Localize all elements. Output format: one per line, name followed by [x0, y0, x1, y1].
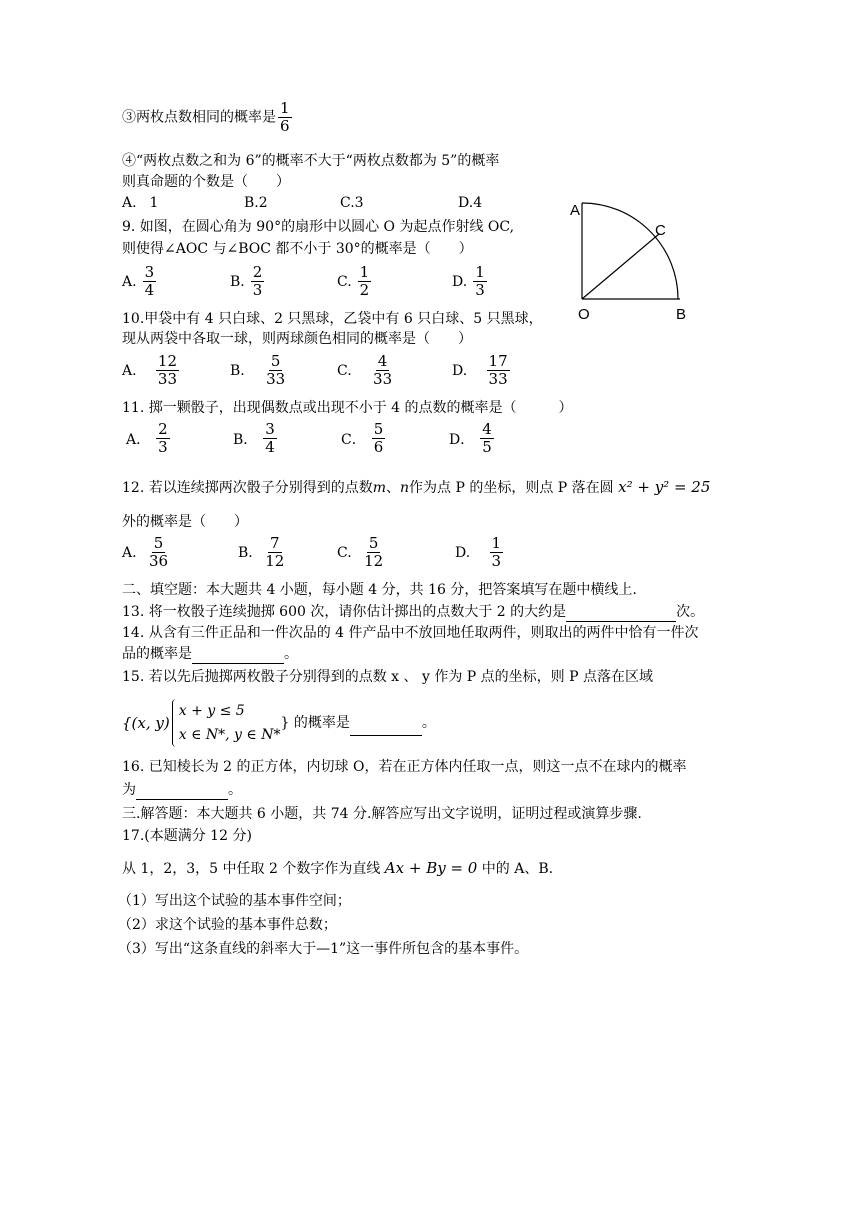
q15-set: {(x, y) x + y ≤ 5 x ∈ N*, y ∈ N* } 的概率是 。: [122, 699, 436, 747]
q8-prompt: 则真命题的个数是（ ）: [122, 174, 290, 190]
q13: 13. 将一枚骰子连续抛掷 600 次，请你估计掷出的点数大于 2 的大约是 次。: [122, 604, 705, 620]
circle-equation: x² + y² = 25: [618, 478, 711, 496]
q8-item4: ④“两枚点数之和为 6”的概率不大于“两枚点数都为 5”的概率: [122, 153, 500, 169]
q9-option-b: B. $\frac{2}{3}$: [230, 263, 263, 299]
q8-option-d: D. 4: [458, 195, 483, 211]
q16-answer-blank[interactable]: [136, 781, 228, 800]
q17-item-1: （1）写出这个试验的基本事件空间；: [118, 893, 351, 909]
q8-item3-fraction: $\frac{1}{6}$: [280, 99, 290, 135]
q11-option-d: D． $\frac{4}{5}$: [449, 420, 492, 456]
q14-line1: 14. 从含有三件正品和一件次品的 4 件产品中不放回地任取两件，则取出的两件中恰有一件次: [122, 625, 699, 641]
q16-line2: 为 。: [122, 782, 242, 798]
q10-line1: 10.甲袋中有 4 只白球、2 只黑球，乙袋中有 6 只白球、5 只黑球，: [122, 311, 543, 327]
q17-item-3: （3）写出“这条直线的斜率大于—1”这一事件所包含的基本事件。: [118, 941, 529, 957]
q10-line2: 现从两袋中各取一球，则两球颜色相同的概率是（ ）: [122, 331, 472, 347]
q13-answer-blank[interactable]: [566, 603, 676, 622]
ray-oc: [582, 234, 659, 299]
label-o: O: [578, 306, 590, 323]
q15-answer-blank[interactable]: [350, 711, 422, 736]
q8-option-c: C. 3: [340, 195, 364, 211]
q10-option-a: A. $\frac{12}{33}$: [122, 352, 178, 388]
q12-line1: 12. 若以连续掷两次骰子分别得到的点数m、n作为点 P 的坐标，则点 P 落在圆 x² + y² = 25: [122, 478, 711, 496]
q15-line1: 15. 若以先后抛掷两枚骰子分别得到的点数 x 、 y 作为 P 点的坐标，则 P 点落在区域: [122, 669, 653, 685]
q11-option-c: C． $\frac{5}{6}$: [341, 420, 384, 456]
q15-conditions: x + y ≤ 5 x ∈ N*, y ∈ N*: [172, 699, 281, 747]
q8-item3: ③两枚点数相同的概率是 $\frac{1}{6}$: [122, 99, 290, 135]
q8-option-a: A. 1: [122, 195, 159, 211]
q11-option-a: A． $\frac{2}{3}$: [126, 420, 168, 456]
section-3-heading: 三.解答题：本大题共 6 小题，共 74 分.解答应写出文字说明，证明过程或演算步骤.: [122, 806, 642, 822]
q10-option-b: B. $\frac{5}{33}$: [230, 352, 286, 388]
q9-option-c: C. $\frac{1}{2}$: [337, 263, 370, 299]
q17-title: 17.(本题满分 12 分): [122, 828, 252, 844]
q9-option-a: A. $\frac{3}{4}$: [122, 263, 155, 299]
q11-line: 11. 掷一颗骰子，出现偶数点或出现不小于 4 的点数的概率是（ ）: [122, 400, 573, 416]
q9-line2: 则使得∠AOC 与∠BOC 都不小于 30°的概率是（ ）: [122, 241, 473, 257]
q16-line1: 16. 已知棱长为 2 的正方体，内切球 O，若在正方体内任取一点，则这一点不在球内的概率: [122, 759, 687, 775]
section-2-heading: 二、填空题：本大题共 4 小题，每小题 4 分，共 16 分，把答案填写在题中横线上.: [122, 582, 637, 598]
q8-option-b: B. 2: [244, 195, 268, 211]
q17-stem: 从 1，2，3，5 中任取 2 个数字作为直线 Ax + By = 0 中的 A、B.: [122, 859, 554, 877]
q9-option-d: D. $\frac{1}{3}$: [452, 263, 485, 299]
q14-answer-blank[interactable]: [192, 645, 284, 664]
sector-figure: [560, 195, 700, 325]
label-a: A: [570, 202, 581, 219]
sector-arc: [582, 203, 678, 299]
q10-option-c: C. $\frac{4}{33}$: [337, 352, 393, 388]
q9-line1: 9. 如图，在圆心角为 90°的扇形中以圆心 O 为起点作射线 OC,: [122, 219, 515, 235]
q12-option-a: A. $\frac{5}{36}$: [122, 534, 169, 570]
label-c: C: [655, 222, 666, 239]
q12-option-d: D. $\frac{1}{3}$: [455, 534, 502, 570]
q10-option-d: D. $\frac{17}{33}$: [452, 352, 508, 388]
line-equation: Ax + By = 0: [384, 859, 478, 877]
q12-option-b: B. $\frac{7}{12}$: [238, 534, 285, 570]
q14-line2: 品的概率是 。: [122, 646, 298, 662]
q12-option-c: C. $\frac{5}{12}$: [337, 534, 384, 570]
label-b: B: [676, 306, 687, 323]
q17-item-2: （2）求这个试验的基本事件总数；: [118, 917, 337, 933]
q11-option-b: B． $\frac{3}{4}$: [233, 420, 275, 456]
q12-line2: 外的概率是（ ）: [122, 514, 248, 530]
